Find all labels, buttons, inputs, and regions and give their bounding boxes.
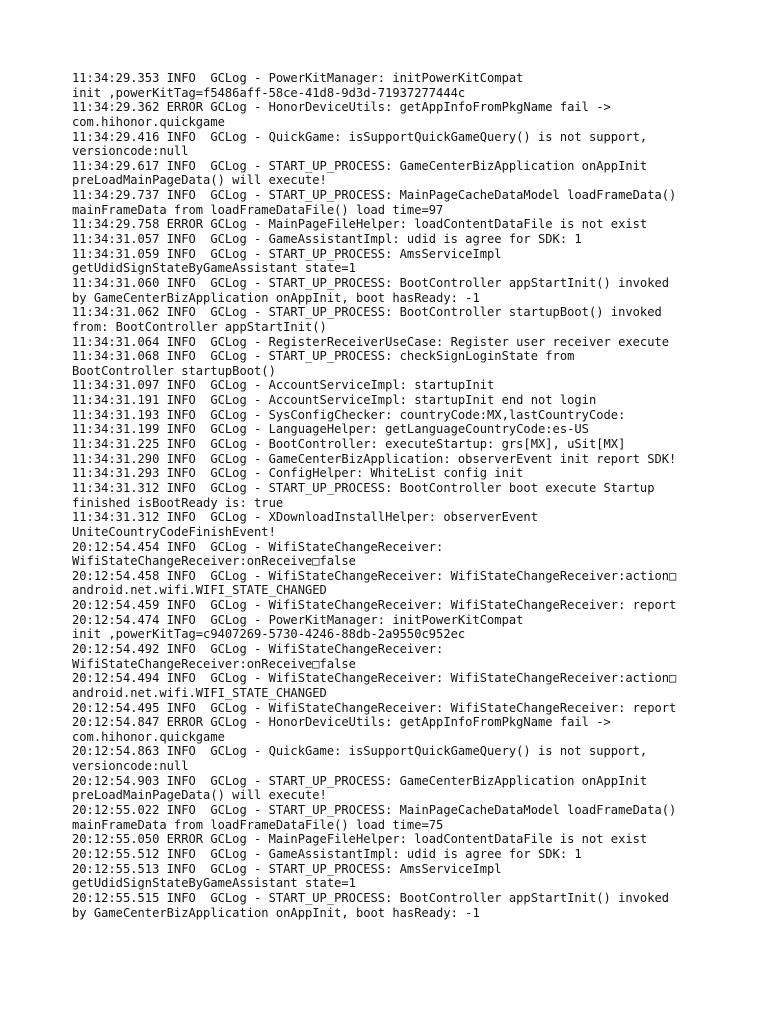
log-line: 11:34:31.193 INFO GCLog - SysConfigChecker: countryCode:MX,lastCountryCode: xyxy=(72,407,626,422)
log-line: by GameCenterBizApplication onAppInit, boot hasReady: -1 xyxy=(72,290,480,305)
log-line: 20:12:54.494 INFO GCLog - WifiStateChangeReceiver: WifiStateChangeReceiver:action□ xyxy=(72,671,677,686)
log-line: 11:34:31.068 INFO GCLog - START_UP_PROCESS: checkSignLoginState from xyxy=(72,349,575,364)
log-line: android.net.wifi.WIFI_STATE_CHANGED xyxy=(72,583,327,598)
log-line: 11:34:31.293 INFO GCLog - ConfigHelper: WhiteList config init xyxy=(72,466,524,481)
log-line: WifiStateChangeReceiver:onReceive□false xyxy=(72,656,356,671)
log-line: 20:12:55.515 INFO GCLog - START_UP_PROCESS: BootController appStartInit() invoked xyxy=(72,890,670,905)
log-line: 11:34:29.737 INFO GCLog - START_UP_PROCESS: MainPageCacheDataModel loadFrameData() xyxy=(72,188,677,203)
log-line: 11:34:31.060 INFO GCLog - START_UP_PROCESS: BootController appStartInit() invoked xyxy=(72,275,670,290)
log-line: 11:34:31.064 INFO GCLog - RegisterReceiverUseCase: Register user receiver execute xyxy=(72,334,670,349)
log-line: com.hihonor.quickgame xyxy=(72,729,225,744)
log-line: 11:34:31.191 INFO GCLog - AccountServiceImpl: startupInit end not login xyxy=(72,393,597,408)
log-line: 11:34:29.617 INFO GCLog - START_UP_PROCESS: GameCenterBizApplication onAppInit xyxy=(72,158,648,173)
log-line: com.hihonor.quickgame xyxy=(72,114,225,129)
log-line: 11:34:29.353 INFO GCLog - PowerKitManager: initPowerKitCompat xyxy=(72,71,524,85)
log-line: getUdidSignStateByGameAssistant state=1 xyxy=(72,261,356,276)
log-line: 20:12:54.903 INFO GCLog - START_UP_PROCESS: GameCenterBizApplication onAppInit xyxy=(72,773,648,788)
log-line: from: BootController appStartInit() xyxy=(72,319,327,334)
log-text-block xyxy=(72,71,702,920)
log-line: 20:12:55.512 INFO GCLog - GameAssistantImpl: udid is agree for SDK: 1 xyxy=(72,846,582,861)
log-line: 20:12:54.492 INFO GCLog - WifiStateChangeReceiver: xyxy=(72,641,444,656)
log-line: versioncode:null xyxy=(72,144,189,159)
log-line: 11:34:31.225 INFO GCLog - BootController: executeStartup: grs[MX], uSit[MX] xyxy=(72,437,626,452)
log-line: 20:12:55.050 ERROR GCLog - MainPageFileHelper: loadContentDataFile is not exist xyxy=(72,832,648,847)
log-line: UniteCountryCodeFinishEvent! xyxy=(72,524,276,539)
log-line: 20:12:54.458 INFO GCLog - WifiStateChangeReceiver: WifiStateChangeReceiver:action□ xyxy=(72,568,677,583)
log-line: 20:12:54.474 INFO GCLog - PowerKitManager: initPowerKitCompat xyxy=(72,612,524,627)
log-line: 11:34:31.062 INFO GCLog - START_UP_PROCESS: BootController startupBoot() invoked xyxy=(72,305,662,320)
log-line: 11:34:31.312 INFO GCLog - XDownloadInstallHelper: observerEvent xyxy=(72,510,538,525)
log-line: 11:34:31.057 INFO GCLog - GameAssistantImpl: udid is agree for SDK: 1 xyxy=(72,232,582,247)
log-line: getUdidSignStateByGameAssistant state=1 xyxy=(72,876,356,891)
log-line: 20:12:54.847 ERROR GCLog - HonorDeviceUtils: getAppInfoFromPkgName fail -> xyxy=(72,715,611,730)
log-line: 11:34:29.758 ERROR GCLog - MainPageFileHelper: loadContentDataFile is not exist xyxy=(72,217,648,232)
log-line: 11:34:31.199 INFO GCLog - LanguageHelper: getLanguageCountryCode:es-US xyxy=(72,422,589,437)
log-line: versioncode:null xyxy=(72,759,189,774)
log-line: 20:12:54.495 INFO GCLog - WifiStateChangeReceiver: WifiStateChangeReceiver: report xyxy=(72,700,677,715)
log-line: 11:34:29.362 ERROR GCLog - HonorDeviceUtils: getAppInfoFromPkgName fail -> xyxy=(72,100,611,115)
log-line: 11:34:31.097 INFO GCLog - AccountServiceImpl: startupInit xyxy=(72,378,495,393)
log-line: by GameCenterBizApplication onAppInit, boot hasReady: -1 xyxy=(72,905,480,920)
log-line: mainFrameData from loadFrameDataFile() load time=75 xyxy=(72,817,444,832)
log-line: WifiStateChangeReceiver:onReceive□false xyxy=(72,554,356,569)
log-line: finished isBootReady is: true xyxy=(72,495,284,510)
log-line: mainFrameData from loadFrameDataFile() load time=97 xyxy=(72,202,444,217)
log-line: 20:12:55.513 INFO GCLog - START_UP_PROCESS: AmsServiceImpl xyxy=(72,861,502,876)
log-line: 20:12:55.022 INFO GCLog - START_UP_PROCESS: MainPageCacheDataModel loadFrameData() xyxy=(72,803,677,818)
log-line: 20:12:54.459 INFO GCLog - WifiStateChangeReceiver: WifiStateChangeReceiver: report xyxy=(72,598,677,613)
log-line: 20:12:54.863 INFO GCLog - QuickGame: isSupportQuickGameQuery() is not support, xyxy=(72,744,648,759)
log-line: 11:34:31.059 INFO GCLog - START_UP_PROCESS: AmsServiceImpl xyxy=(72,246,502,261)
log-line: 11:34:29.416 INFO GCLog - QuickGame: isSupportQuickGameQuery() is not support, xyxy=(72,129,648,144)
log-line: preLoadMainPageData() will execute! xyxy=(72,173,327,188)
log-line: preLoadMainPageData() will execute! xyxy=(72,788,327,803)
log-line: 20:12:54.454 INFO GCLog - WifiStateChangeReceiver: xyxy=(72,539,444,554)
log-line: 11:34:31.312 INFO GCLog - START_UP_PROCESS: BootController boot execute Startup xyxy=(72,480,655,495)
log-line: android.net.wifi.WIFI_STATE_CHANGED xyxy=(72,685,327,700)
log-line: 11:34:31.290 INFO GCLog - GameCenterBizApplication: observerEvent init report SDK! xyxy=(72,451,677,466)
log-line: init ,powerKitTag=c9407269-5730-4246-88db-2a9550c952ec xyxy=(72,627,466,642)
log-line: init ,powerKitTag=f5486aff-58ce-41d8-9d3d-71937277444c xyxy=(72,85,466,100)
log-line: BootController startupBoot() xyxy=(72,363,276,378)
